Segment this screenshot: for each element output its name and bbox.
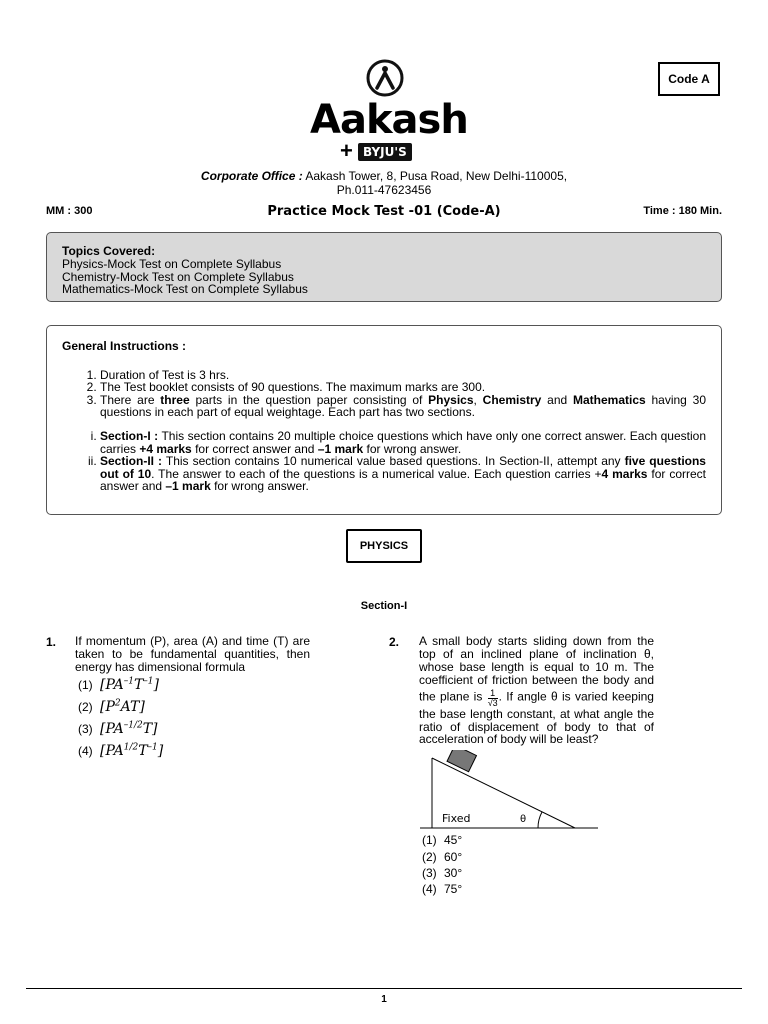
option-value: 30° [444,866,463,880]
question-text: If momentum (P), area (A) and time (T) are taken to be fundamental quantities, then energy has dimensional formula [75,634,310,674]
text: , [473,392,483,407]
option-1[interactable] [78,676,159,693]
option-formula: $[P^2AT]$ [100,698,145,715]
corporate-office [0,169,768,197]
option-1[interactable] [422,833,462,847]
option-value: 75° [444,882,463,896]
question-text [419,635,654,746]
text: This section contains 20 multiple choice questions which have only one correct answer. Each question carries [100,428,706,456]
text: PA [105,720,124,737]
text: Section-II : [100,454,163,469]
topic-item: Mathematics-Mock Test on Complete Syllabus [62,282,308,297]
text: three [160,392,190,407]
option-label: (4) [78,743,93,758]
option-4[interactable] [78,742,163,759]
topics-box [46,232,722,302]
subject-label: PHYSICS [346,529,422,563]
text: and [541,392,573,407]
text: This section contains 10 numerical value based questions. In Section-II, attempt any [162,454,625,469]
section-instruction-item [100,430,706,455]
option-label: (3) [422,866,437,880]
instruction-item: 1. Duration of Test is 3 hrs. [100,369,706,382]
section-heading: Section-I [360,600,408,612]
inclined-plane-figure [420,750,600,832]
angle-label: θ [520,814,527,825]
text: for correct answer and [191,441,318,456]
option-label: (1) [422,833,437,847]
option-formula: $[PA^{1/2}T^{-1}]$ [100,742,164,759]
office-phone: Ph.011-47623456 [336,183,432,197]
section-instruction-item [100,455,706,493]
brand-name: Aakash [310,97,468,143]
text: Mathematics [572,392,646,407]
office-address: Aakash Tower, 8, Pusa Road, New Delhi-110005, [305,169,568,183]
text: –1 mark [317,441,364,456]
text: –1 [143,676,154,686]
option-label: (1) [78,677,93,692]
brand-logo [310,58,468,163]
aakash-logo-icon [365,58,405,98]
instruction-item [100,394,706,419]
option-2[interactable] [78,698,145,715]
option-3[interactable] [422,866,462,880]
page-number: 1 [381,994,387,1005]
text: Physics [428,392,474,407]
office-label: Corporate Office : [200,169,303,183]
option-value: 45° [444,833,463,847]
text: for wrong answer. [363,441,462,456]
footer-divider [26,988,742,989]
text: T [142,720,153,737]
instructions-list [62,369,706,419]
text: 1/2 [123,742,139,752]
text: AT [120,698,140,715]
max-marks: MM : 300 [46,205,93,217]
text: having 30 questions in each part of equal weightage. Each part has two sections. [100,392,706,420]
time-limit: Time : 180 Min. [643,205,722,217]
option-label: (2) [78,699,93,714]
option-4[interactable] [422,882,462,896]
option-label: (2) [422,850,437,864]
text: P [105,698,115,715]
instructions-heading: General Instructions : [62,339,187,353]
topic-item: Physics-Mock Test on Complete Syllabus [62,256,282,271]
text: –1/2 [123,720,143,730]
option-formula: $[PA^{-1}T^{-1}]$ [100,676,159,693]
fixed-label: Fixed [442,812,471,825]
code-box: Code A [658,62,720,96]
text: Section-I : [100,428,159,443]
text: for wrong answer. [210,479,309,494]
question-number: 2. [389,635,400,649]
text: PA [105,742,124,759]
test-title: Practice Mock Test -01 (Code-A) [267,204,501,219]
option-label: (4) [422,882,437,896]
text: . If angle θ is varied keeping the base length constant, at what angle the ratio of displacement of body to that of acceleration of body will be least? [419,689,654,747]
option-2[interactable] [422,850,462,864]
text: There are [100,392,161,407]
text: for correct answer and [100,466,706,494]
option-label: (3) [78,721,93,736]
text: A small body starts sliding down from the top of an inclined plane of inclination θ, whose base length is equal to 10 m. The coefficient of friction between the body and the plane is [419,634,654,704]
topic-item: Chemistry-Mock Test on Complete Syllabus [62,269,294,284]
fraction-numerator: 1 [488,689,498,699]
option-formula: $[PA^{-1/2}T]$ [100,720,158,737]
topics-heading: Topics Covered: [62,244,156,258]
text: five questions out of 10 [100,454,706,481]
text: –1 mark [165,479,211,494]
option-value: 60° [444,850,463,864]
text: 2 [114,698,121,708]
plus-icon: + [340,138,353,163]
sub-brand-name: BYJU'S [358,143,412,161]
text: . The answer to each of the questions is a numerical value. Each question carries + [151,466,602,481]
text: +4 marks [139,441,192,456]
text: 4 marks [601,466,648,481]
text: Chemistry [482,392,542,407]
question-number: 1. [46,635,57,649]
text: T [138,742,148,759]
sub-brand [340,138,450,163]
option-3[interactable] [78,720,158,737]
text: parts in the question paper consisting of [189,392,429,407]
section-instructions [62,430,706,493]
instruction-item: 2. The Test booklet consists of 90 questions. The maximum marks are 300. [100,381,706,394]
fraction [488,689,498,708]
text: –1 [147,742,158,752]
text: T [133,676,144,693]
text: –1 [123,676,134,686]
text: PA [105,676,124,693]
fraction-denominator: √3 [487,697,498,708]
instructions-box [46,325,722,515]
